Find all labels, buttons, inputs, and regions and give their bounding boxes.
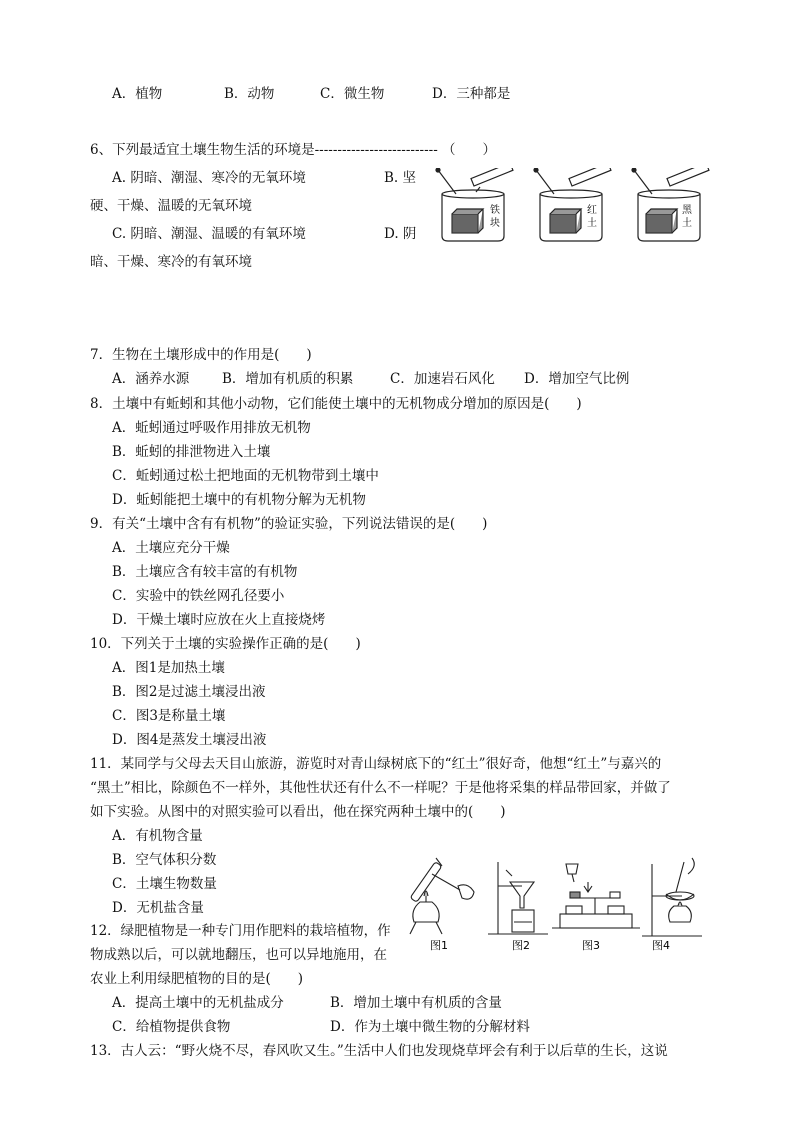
figure-1-heating [410,858,474,934]
q6-option-d: D. 阴 [384,226,417,242]
q8-option-d: D．蚯蚓能把土壤中的有机物分解为无机物 [112,492,366,508]
q10-stem: 10．下列关于土壤的实验操作正确的是( ) [90,636,361,652]
q13-line-1: 13．古人云：“野火烧不尽，春风吹又生。”生活中人们也发现烧草坪会有利于以后草的生长，这说 [90,1043,668,1059]
q11-line-3: 如下实验。从图中的对照实验可以看出，他在探究两种土壤中的( ) [90,804,506,820]
figure-1-label: 图1 [430,939,448,952]
q11-line-1: 11．某同学与父母去天目山旅游，游览时对青山绿树底下的“红土”很好奇，他想“红土”与嘉兴的 [90,756,662,772]
figure-3-label: 图3 [582,939,600,952]
q10-option-c: C．图3是称量土壤 [112,708,226,724]
q9-stem: 9．有关“土壤中含有有机物”的验证实验，下列说法错误的是( ) [90,516,488,532]
q6-option-a: A. 阴暗、潮湿、寒冷的无氧环境 [112,170,306,186]
q5-option-d: D．三种都是 [432,86,511,102]
q7-option-d: D．增加空气比例 [524,371,630,387]
q12-option-a: A．提高土壤中的无机盐成分 [112,995,284,1011]
q6-option-c: C. 阴暗、潮湿、温暖的有氧环境 [112,226,306,242]
q5-option-c: C．微生物 [320,86,385,102]
q9-option-c: C．实验中的铁丝网孔径要小 [112,588,285,604]
q11-option-c: C．土壤生物数量 [112,876,217,892]
beaker-figure [432,168,722,246]
q9-option-b: B．土壤应含有较丰富的有机物 [112,564,298,580]
figure-2-filtration [488,862,548,934]
beaker-2-label-top: 红 [587,205,597,216]
q5-option-b: B．动物 [224,86,275,102]
q12-line-2: 物成熟以后，可以就地翻压，也可以异地施用，在 [90,947,387,963]
q8-option-a: A．蚯蚓通过呼吸作用排放无机物 [112,420,311,436]
q9-option-a: A．土壤应充分干燥 [112,540,230,556]
q6-option-b-cont: 硬、干燥、温暖的无氧环境 [90,198,252,214]
q12-option-d: D．作为土壤中微生物的分解材料 [330,1019,530,1035]
beaker-1-label-bottom: 块 [490,218,500,229]
q10-option-a: A．图1是加热土壤 [112,660,225,676]
q7-stem: 7．生物在土壤形成中的作用是( ) [90,347,312,363]
q11-option-a: A．有机物含量 [112,828,203,844]
beaker-2 [534,168,611,241]
q6-stem: 6、下列最适宜土壤生物生活的环境是--------------------------- （ ） [90,142,497,158]
beaker-3-label-top: 黑 [682,205,692,216]
q11-line-2: “黑土”相比，除颜色不一样外，其他性状还有什么不一样呢？于是他将采集的样品带回家，并做了 [90,780,671,796]
beaker-3 [632,168,709,241]
figure-4-evaporation [642,858,702,936]
lab-figures [402,852,712,954]
q7-option-b: B．增加有机质的积累 [222,371,354,387]
q12-option-b: B．增加土壤中有机质的含量 [330,995,502,1011]
q10-option-b: B．图2是过滤土壤浸出液 [112,684,266,700]
q8-stem: 8．土壤中有蚯蚓和其他小动物，它们能使土壤中的无机物成分增加的原因是( ) [90,396,582,412]
q5-option-a: A．植物 [112,86,163,102]
q10-option-d: D．图4是蒸发土壤浸出液 [112,732,267,748]
beaker-1-label-top: 铁 [490,205,500,216]
q7-option-a: A．涵养水源 [112,371,190,387]
beaker-2-label-bottom: 土 [587,218,597,229]
beaker-3-label-bottom: 土 [682,218,692,229]
q12-line-3: 农业上利用绿肥植物的目的是( ) [90,971,304,987]
figure-3-balance [552,864,640,928]
q8-option-b: B．蚯蚓的排泄物进入土壤 [112,444,271,460]
q11-option-d: D．无机盐含量 [112,900,204,916]
q11-option-b: B．空气体积分数 [112,852,217,868]
q6-option-b: B. 坚 [384,170,417,186]
q12-line-1: 12．绿肥植物是一种专门用作肥料的栽培植物，作 [90,923,391,939]
q8-option-c: C．蚯蚓通过松土把地面的无机物带到土壤中 [112,468,379,484]
q6-option-d-cont: 暗、干燥、寒冷的有氧环境 [90,254,252,270]
figure-4-label: 图4 [652,939,670,952]
beaker-1 [436,168,513,241]
q9-option-d: D．干燥土壤时应放在火上直接烧烤 [112,612,326,628]
q7-option-c: C．加速岩石风化 [390,371,495,387]
figure-2-label: 图2 [512,939,530,952]
q12-option-c: C．给植物提供食物 [112,1019,231,1035]
